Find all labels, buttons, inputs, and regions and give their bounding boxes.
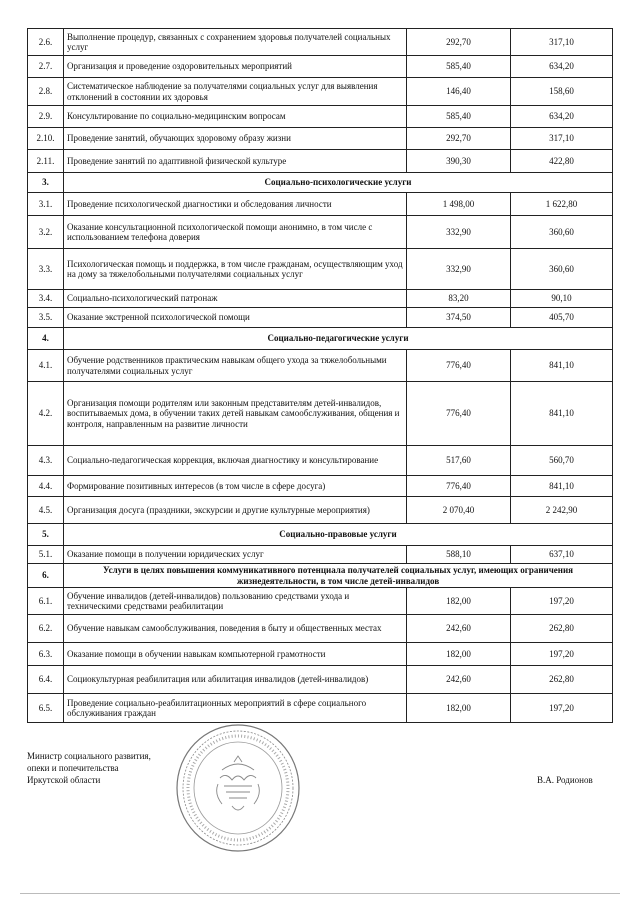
price-value-2: 560,70	[511, 446, 613, 476]
price-value-1: 146,40	[407, 78, 511, 106]
service-name: Социально-психологический патронаж	[64, 290, 407, 308]
price-value-1: 374,50	[407, 308, 511, 328]
table-row	[28, 476, 613, 497]
price-value-1: 292,70	[407, 29, 511, 56]
table-row	[28, 382, 613, 446]
price-value-2: 262,80	[511, 666, 613, 694]
signatory-position-line1: Министр социального развития,	[27, 751, 151, 761]
price-value-2: 841,10	[511, 350, 613, 382]
row-number: 3.3.	[28, 249, 64, 290]
row-number: 2.7.	[28, 56, 64, 78]
price-value-2: 90,10	[511, 290, 613, 308]
service-name: Оказание помощи в получении юридических услуг	[64, 546, 407, 564]
price-value-1: 292,70	[407, 128, 511, 150]
price-value-2: 197,20	[511, 643, 613, 666]
price-value-2: 841,10	[511, 382, 613, 446]
row-number: 6.	[28, 564, 64, 588]
service-name: Систематическое наблюдение за получателями социальных услуг для выявления отклонений в состоянии их здоровья	[64, 78, 407, 106]
table-row	[28, 249, 613, 290]
service-name: Консультирование по социально-медицинским вопросам	[64, 106, 407, 128]
service-name: Социокультурная реабилитация или абилитация инвалидов (детей-инвалидов)	[64, 666, 407, 694]
table-row	[28, 446, 613, 476]
price-value-2: 262,80	[511, 615, 613, 643]
row-number: 4.2.	[28, 382, 64, 446]
service-name: Выполнение процедур, связанных с сохранением здоровья получателей социальных услуг	[64, 29, 407, 56]
service-name: Формирование позитивных интересов (в том числе в сфере досуга)	[64, 476, 407, 497]
row-number: 6.5.	[28, 694, 64, 723]
section-row	[28, 524, 613, 546]
row-number: 4.	[28, 328, 64, 350]
price-value-2: 634,20	[511, 56, 613, 78]
price-value-2: 158,60	[511, 78, 613, 106]
price-value-2: 841,10	[511, 476, 613, 497]
service-name: Обучение навыкам самообслуживания, поведения в быту и общественных местах	[64, 615, 407, 643]
price-value-1: 332,90	[407, 216, 511, 249]
row-number: 2.10.	[28, 128, 64, 150]
price-value-1: 517,60	[407, 446, 511, 476]
price-value-2: 197,20	[511, 588, 613, 615]
price-value-2: 197,20	[511, 694, 613, 723]
table-row	[28, 546, 613, 564]
service-name: Психологическая помощь и поддержка, в том числе гражданам, осуществляющим уход на дому за тяжелобольными получателями социальных услуг	[64, 249, 407, 290]
price-value-1: 242,60	[407, 666, 511, 694]
price-value-1: 585,40	[407, 106, 511, 128]
service-name: Социально-педагогическая коррекция, включая диагностику и консультирование	[64, 446, 407, 476]
section-title: Социально-правовые услуги	[64, 524, 613, 546]
row-number: 2.9.	[28, 106, 64, 128]
price-value-1: 588,10	[407, 546, 511, 564]
table-row	[28, 666, 613, 694]
price-value-1: 2 070,40	[407, 497, 511, 524]
row-number: 3.5.	[28, 308, 64, 328]
signature-block	[27, 750, 151, 786]
price-value-1: 332,90	[407, 249, 511, 290]
table-row	[28, 56, 613, 78]
price-value-2: 360,60	[511, 249, 613, 290]
row-number: 3.4.	[28, 290, 64, 308]
price-value-2: 637,10	[511, 546, 613, 564]
row-number: 2.11.	[28, 150, 64, 173]
table-body	[28, 29, 613, 723]
price-value-1: 776,40	[407, 350, 511, 382]
table-row	[28, 290, 613, 308]
service-name: Организация досуга (праздники, экскурсии и другие культурные мероприятия)	[64, 497, 407, 524]
price-value-2: 317,10	[511, 29, 613, 56]
section-title: Социально-педагогические услуги	[64, 328, 613, 350]
row-number: 3.2.	[28, 216, 64, 249]
service-name: Обучение инвалидов (детей-инвалидов) пользованию средствами ухода и техническими средствами реабилитации	[64, 588, 407, 615]
price-value-1: 776,40	[407, 382, 511, 446]
price-value-1: 242,60	[407, 615, 511, 643]
table-row	[28, 497, 613, 524]
service-name: Оказание консультационной психологической помощи анонимно, в том числе с использованием телефона доверия	[64, 216, 407, 249]
row-number: 6.4.	[28, 666, 64, 694]
price-value-2: 360,60	[511, 216, 613, 249]
row-number: 5.	[28, 524, 64, 546]
section-row	[28, 173, 613, 193]
price-value-1: 182,00	[407, 588, 511, 615]
row-number: 2.8.	[28, 78, 64, 106]
section-title: Услуги в целях повышения коммуникативного потенциала получателей социальных услуг, имеющих ограничения жизнедеятельности, в том числе детей-инвалидов	[64, 564, 613, 588]
service-name: Проведение социально-реабилитационных мероприятий в сфере социального обслуживания граждан	[64, 694, 407, 723]
service-name: Организация и проведение оздоровительных мероприятий	[64, 56, 407, 78]
price-value-2: 422,80	[511, 150, 613, 173]
service-name: Проведение психологической диагностики и обследования личности	[64, 193, 407, 216]
row-number: 6.3.	[28, 643, 64, 666]
price-value-2: 634,20	[511, 106, 613, 128]
price-value-1: 1 498,00	[407, 193, 511, 216]
table-row	[28, 150, 613, 173]
row-number: 3.1.	[28, 193, 64, 216]
row-number: 4.5.	[28, 497, 64, 524]
page-bottom-rule	[20, 893, 620, 894]
price-value-1: 182,00	[407, 694, 511, 723]
row-number: 4.1.	[28, 350, 64, 382]
row-number: 5.1.	[28, 546, 64, 564]
price-value-2: 2 242,90	[511, 497, 613, 524]
service-name: Оказание экстренной психологической помощи	[64, 308, 407, 328]
service-name: Проведение занятий, обучающих здоровому образу жизни	[64, 128, 407, 150]
row-number: 4.4.	[28, 476, 64, 497]
table-row	[28, 106, 613, 128]
table-row	[28, 128, 613, 150]
section-title: Социально-психологические услуги	[64, 173, 613, 193]
price-value-1: 83,20	[407, 290, 511, 308]
table-row	[28, 78, 613, 106]
table-row	[28, 29, 613, 56]
signatory-name: В.А. Родионов	[537, 775, 593, 785]
price-value-1: 585,40	[407, 56, 511, 78]
table-row	[28, 588, 613, 615]
service-name: Обучение родственников практическим навыкам общего ухода за тяжелобольными получателями социальных услуг	[64, 350, 407, 382]
table-row	[28, 643, 613, 666]
row-number: 3.	[28, 173, 64, 193]
price-value-1: 390,30	[407, 150, 511, 173]
official-seal-icon	[174, 722, 302, 854]
price-value-2: 405,70	[511, 308, 613, 328]
service-name: Оказание помощи в обучении навыкам компьютерной грамотности	[64, 643, 407, 666]
table-row	[28, 615, 613, 643]
signatory-position-line3: Иркутской области	[27, 775, 101, 785]
row-number: 2.6.	[28, 29, 64, 56]
price-value-1: 182,00	[407, 643, 511, 666]
table-row	[28, 694, 613, 723]
section-row	[28, 564, 613, 588]
table-row	[28, 350, 613, 382]
service-name: Организация помощи родителям или законным представителям детей-инвалидов, воспитываемых дома, в обучении таких детей навыкам самообслуживания, общения и контроля, направленным на развитие личности	[64, 382, 407, 446]
row-number: 6.1.	[28, 588, 64, 615]
table-row	[28, 216, 613, 249]
row-number: 4.3.	[28, 446, 64, 476]
section-row	[28, 328, 613, 350]
price-value-2: 1 622,80	[511, 193, 613, 216]
row-number: 6.2.	[28, 615, 64, 643]
price-value-1: 776,40	[407, 476, 511, 497]
table-row	[28, 193, 613, 216]
price-value-2: 317,10	[511, 128, 613, 150]
table-row	[28, 308, 613, 328]
tariff-table	[27, 28, 613, 723]
signatory-position-line2: опеки и попечительства	[27, 763, 119, 773]
service-name: Проведение занятий по адаптивной физической культуре	[64, 150, 407, 173]
